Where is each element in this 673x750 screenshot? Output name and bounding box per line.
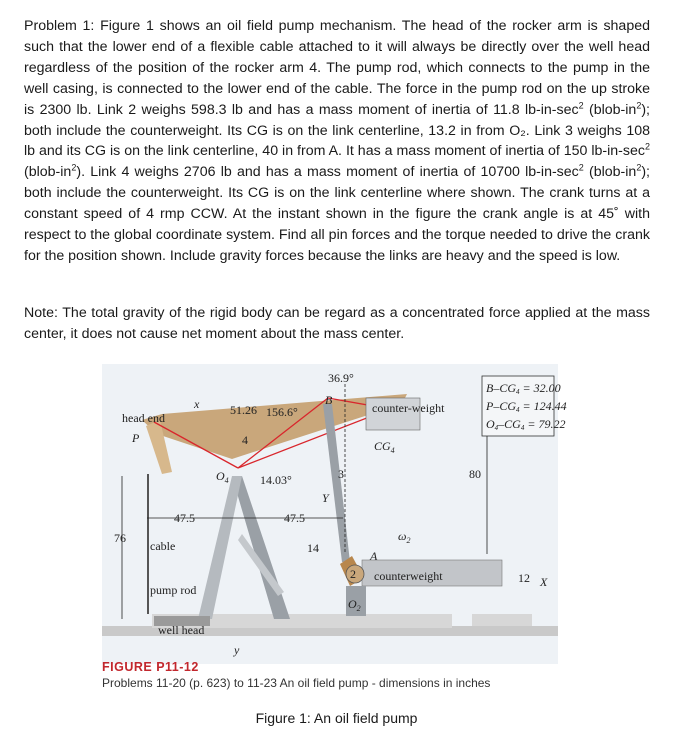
problem-text-7: ); both include the counterweight. Its CG is on the link centerline where shown. The crank turns at a constant speed of 4 rmp CCW. At the instant shown in the figure the crank angle is at 45˚ with respect to the global coordinate system. Find all pin forces and the torque needed to drive the crank for the position shown. Include gravity forces because the links are heavy and the speed is low. [24, 164, 650, 264]
label-a: A [370, 549, 378, 563]
label-o4-main: O [216, 469, 225, 483]
label-y-small: y [234, 643, 240, 657]
table-row-3-sub: 4 [494, 424, 499, 432]
sup-2: 2 [636, 99, 642, 110]
problem-text-1: Problem 1: Figure 1 shows an oil field pump mechanism. The head of the rocker arm is shaped such that the lower end of a flexible cable attached to it will always be directly over the well head regardless of the position of the rocker arm 4. The pump rod, which connects to the pump in the well casing, is connected to the lower end of the cable. The force in the pump rod on the up stroke is 2300 lb. Link 2 weighs 598.3 lb and has a mass moment of inertia of 11.8 lb-in-sec [24, 18, 650, 118]
label-counterweight: counterweight [374, 569, 443, 583]
figure-label: Figure 1: An oil field pump [255, 710, 418, 726]
table-row-o4-cg4 [486, 417, 565, 432]
table-row-3-mid: –CG [498, 417, 521, 431]
label-14-03: 14.03° [260, 473, 292, 487]
link-3 [323, 404, 350, 562]
table-row-2-sub: 4 [516, 406, 520, 414]
figure-caption-subtitle: Problems 11-20 (p. 623) to 11-23 An oil field pump - dimensions in inches [102, 676, 491, 690]
table-row-3-value: = 79.22 [524, 417, 566, 431]
sup-3: 2 [644, 141, 650, 152]
label-156-6: 156.6° [266, 405, 298, 419]
label-2: 2 [350, 567, 356, 581]
label-47-5-right: 47.5 [284, 511, 305, 525]
label-51-26: 51.26 [230, 403, 257, 417]
sup-6: 2 [636, 162, 642, 173]
label-80: 80 [469, 467, 481, 481]
label-o2-sub: 2 [356, 604, 361, 613]
table-row-3-sub2: 4 [520, 424, 525, 432]
label-head-end: head end [122, 411, 165, 425]
problem-text-3: ); both include the counterweight. Its CG is on the link centerline, 13.2 in from O₂. Link 3 weighs 108 lb and its CG is on the link centerline, 40 in from A. It has a mass moment of inertia of 150 lb-in-sec [24, 101, 650, 160]
label-omega2 [398, 529, 410, 545]
label-x-cap: X [540, 575, 548, 589]
label-36-9: 36.9° [328, 371, 354, 385]
table-row-2-value: = 124.44 [519, 399, 567, 413]
note: Note: The total gravity of the rigid body can be regard as a concentrated force applied at the mass center, it does not cause net moment about the mass center. [24, 305, 650, 342]
base-slab-right [472, 614, 532, 626]
label-cable: cable [150, 539, 176, 553]
sup-5: 2 [578, 162, 584, 173]
problem-text-2: (blob-in [583, 101, 637, 118]
table-row-2-name: P–CG [486, 399, 516, 413]
label-y-cap: Y [322, 491, 329, 505]
label-p: P [132, 431, 140, 445]
label-x-marker: x [194, 397, 200, 411]
table-row-1-value: = 32.00 [519, 381, 561, 395]
pump-figure [102, 364, 567, 664]
label-cg4 [374, 439, 395, 455]
table-row-1-sub: 4 [516, 388, 520, 396]
label-omega2-main: ω [398, 529, 407, 543]
frame-leg-left [198, 476, 242, 619]
problem-text-4: (blob-in [24, 164, 72, 181]
sup-1: 2 [578, 99, 584, 110]
label-cg4-main: CG [374, 439, 391, 453]
label-o4 [216, 469, 229, 485]
label-4: 4 [242, 433, 248, 447]
problem-text-6: (blob-in [583, 164, 637, 181]
label-o2-main: O [348, 597, 357, 611]
table-row-1-name: B–CG [486, 381, 516, 395]
problem-statement [24, 16, 650, 267]
figure-caption-title: FIGURE P11-12 [102, 660, 199, 674]
table-row-p-cg4 [485, 399, 567, 414]
frame-leg-right [232, 476, 290, 619]
table-row-3-name: O [486, 417, 495, 431]
label-47-5-left: 47.5 [174, 511, 195, 525]
label-3: 3 [338, 467, 344, 481]
label-o4-sub: 4 [224, 476, 229, 485]
label-well-head: well head [158, 623, 205, 637]
problem-text-5: ). Link 4 weighs 2706 lb and has a mass moment of inertia of 10700 lb-in-sec [76, 164, 579, 181]
label-counter-weight: counter-weight [372, 401, 445, 415]
table-row-b-cg4 [486, 381, 561, 396]
label-12: 12 [518, 571, 530, 585]
label-14: 14 [307, 541, 319, 555]
label-omega2-sub: 2 [406, 536, 411, 545]
label-76: 76 [114, 531, 126, 545]
label-cg4-sub: 4 [390, 446, 395, 455]
label-b: B [325, 393, 333, 407]
label-pump-rod: pump rod [150, 583, 197, 597]
sup-4: 2 [71, 162, 77, 173]
